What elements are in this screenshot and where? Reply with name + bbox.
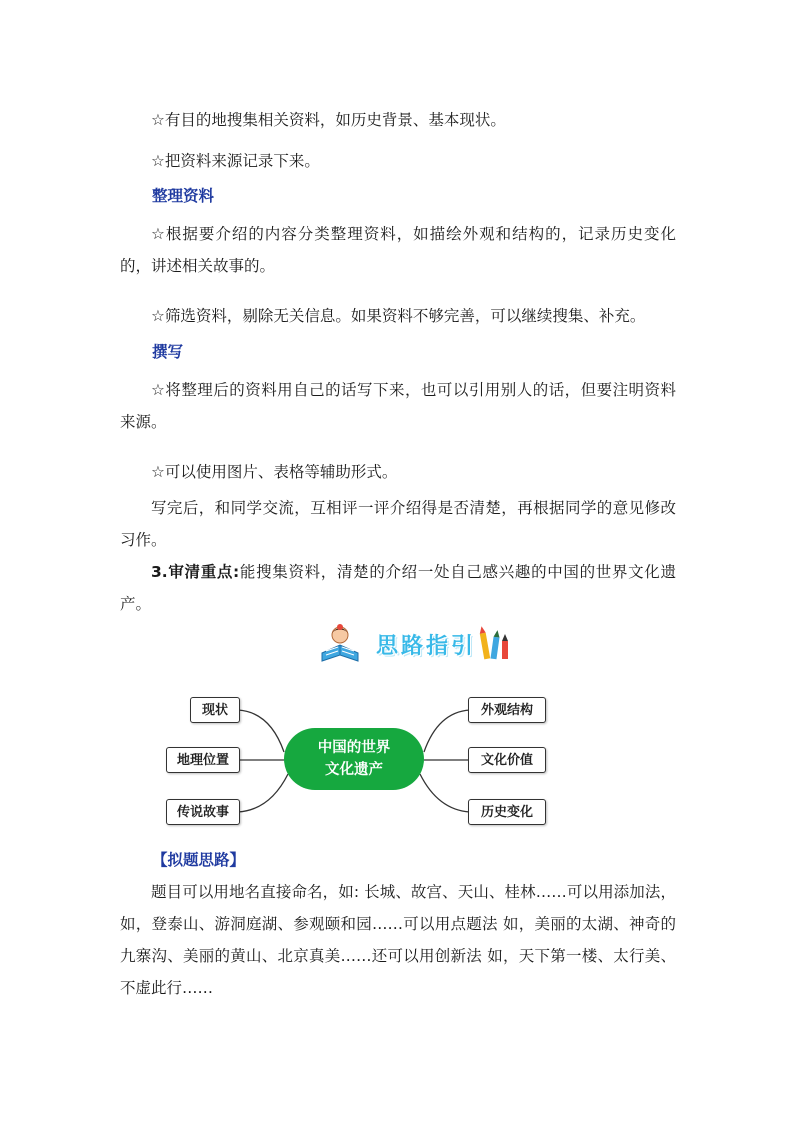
- paragraph-write-own-words: ☆将整理后的资料用自己的话写下来，也可以引用别人的话，但要注明资料来源。: [120, 381, 676, 431]
- idea-guide-banner: [316, 623, 512, 665]
- paragraph-collect-materials: ☆有目的地搜集相关资料，如历史背景、基本现状。: [151, 111, 506, 129]
- central-topic-line2: 文化遗产: [325, 762, 383, 778]
- banner-title: 思路指引: [376, 634, 477, 659]
- heading-write: 撰写: [152, 343, 184, 361]
- node-cultural-value: 文化价值: [468, 747, 546, 773]
- paragraph-topic-ideas: 题目可以用地名直接命名，如: 长城、故宫、天山、桂林……可以用添加法，如，登泰山、游洞庭湖、参观颐和园……可以用点题法 如，美丽的太湖、神奇的九寨沟、美丽的黄山、北京真美……还可以用创新法 如，天下第一楼、太行美、不虚此行……: [120, 883, 676, 997]
- key-points-text: 能搜集资料，清楚的介绍一处自己感兴趣的中国的世界文化遗产。: [120, 563, 676, 613]
- node-geographic-location: 地理位置: [166, 747, 240, 773]
- paragraph-record-sources: ☆把资料来源记录下来。: [151, 152, 320, 170]
- heading-organize-materials: 整理资料: [152, 187, 215, 205]
- section-title-topic-ideas: 【拟题思路】: [152, 851, 246, 869]
- node-legend-stories: 传说故事: [166, 799, 240, 825]
- central-topic-line1: 中国的世界: [317, 740, 391, 756]
- node-historical-change: 历史变化: [468, 799, 546, 825]
- key-points-label: 3.审清重点:: [151, 563, 240, 581]
- paragraph-filter-materials: ☆筛选资料，剔除无关信息。如果资料不够完善，可以继续搜集、补充。: [151, 307, 646, 325]
- paragraph-key-points: [120, 556, 676, 620]
- paragraph-use-images-tables: ☆可以使用图片、表格等辅助形式。: [151, 463, 398, 481]
- paragraph-peer-review: 写完后，和同学交流，互相评一评介绍得是否清楚，再根据同学的意见修改习作。: [120, 499, 676, 549]
- mind-map: [160, 690, 560, 830]
- central-topic: [284, 728, 424, 790]
- paragraph-classify-materials: ☆根据要介绍的内容分类整理资料，如描绘外观和结构的，记录历史变化的，讲述相关故事的。: [120, 225, 676, 275]
- node-appearance-structure: 外观结构: [468, 697, 546, 723]
- node-current-status: 现状: [190, 697, 240, 723]
